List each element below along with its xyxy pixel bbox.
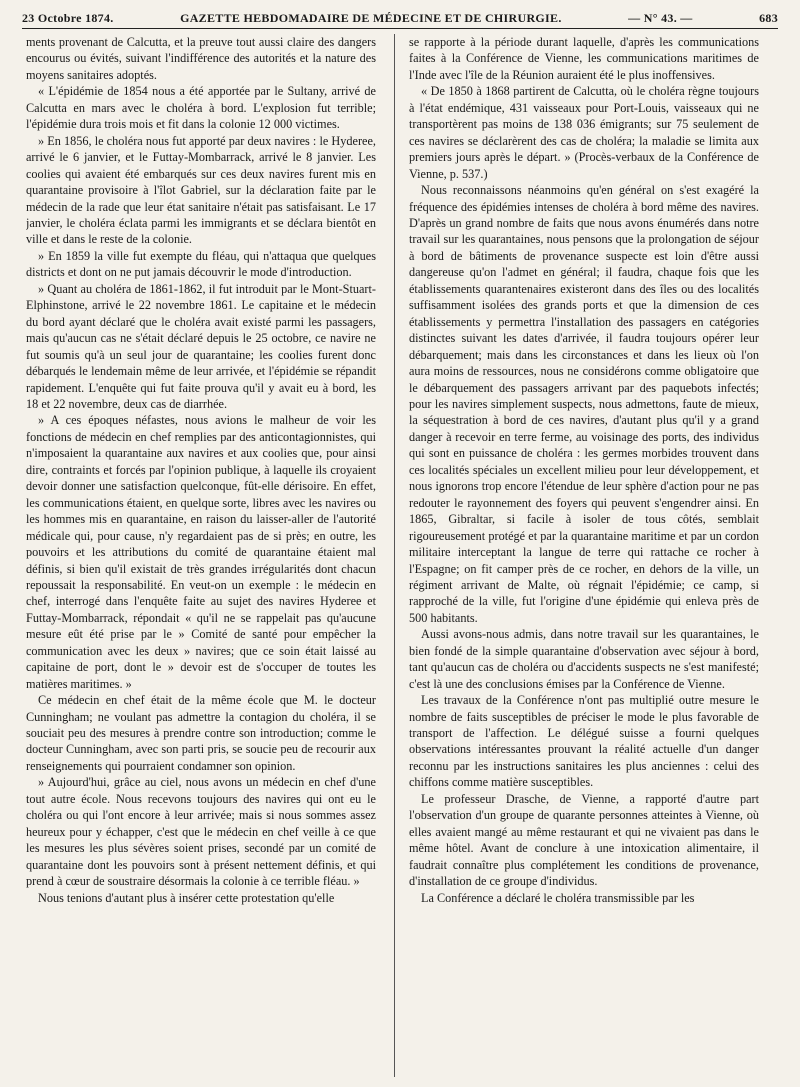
paragraph: « L'épidémie de 1854 nous a été apportée par le Sultany, arrivé de Calcutta en mars avec le choléra à bord. L'explosion fut terrible; l'épidémie dura trois mois et fit dans la colonie 12 000 victimes.: [26, 84, 376, 132]
page-header: [22, 4, 778, 26]
paragraph: La Conférence a déclaré le choléra transmissible par les: [421, 890, 695, 905]
paragraph: » Quant au choléra de 1861-1862, il fut introduit par le Mont-Stuart-Elphinstone, arrivé le 22 novembre 1861. Le capitaine et le médecin du bord ayant déclaré que le choléra avait existé parmi les passagers, mais qu'aucun cas ne s'était déclaré depuis le 25 octobre, ce navire ne fut soumis qu'à un seul jour de quarantaine; les coolies furent donc débarqués le lendemain même de leur arrivée, et l'épidémie se répandit rapidement. L'enquête qui fut faite prouva qu'il y avait eu à bord, les 18 et 22 novembre, deux cas de diarrhée.: [26, 281, 376, 411]
paragraph: » En 1856, le choléra nous fut apporté par deux navires : le Hyderee, arrivé le 6 janvier, et le Futtay-Mombarrack, arrivé le 8 janvier. Les coolies qui avaient été embarqués sur ces deux navires furent mis en quarantaine provisoire à l'îlot Gabriel, sur la déclaration faite par le médecin de la rade que leur état sanitaire n'était pas satisfaisant. Le 17 janvier, le choléra éclata parmi les immigrants et se déclara bientôt en ville et dans le reste de la colonie.: [26, 133, 376, 247]
journal-title: GAZETTE HEBDOMADAIRE DE MÉDECINE ET DE CHIRURGIE.: [180, 11, 562, 25]
issue-date: 23 Octobre 1874.: [22, 11, 114, 25]
paragraph: se rapporte à la période durant laquelle, d'après les communications faites à la Conférence de Vienne, les communications maritimes de l'Inde avec l'île de la Réunion auraient été le plus inoffensives.: [409, 35, 759, 82]
paragraph: « De 1850 à 1868 partirent de Calcutta, où le choléra règne toujours à l'état endémique, 431 vaisseaux pour Port-Louis, vaisseaux qui ne transportèrent pas moins de 138 036 émigrants; sur 75 seulement de ces navires se déclarèrent des cas de choléra; la maladie se limita aux premiers jours après le départ. » (Procès-verbaux de la Conférence de Vienne, p. 537.): [409, 84, 759, 181]
page-number: 683: [759, 11, 778, 25]
paragraph: Nous reconnaissons néanmoins qu'en général on s'est exagéré la fréquence des épidémies intenses de choléra à bord même des navires. D'après un grand nombre de faits que nous avons énumérés dans notre travail sur les quarantaines, nous pensons que la prolongation de séjour à bord de bâtiments de provenance suspecte est loin d'être aussi dangereuse qu'on l'admet en général; il faudra, chaque fois que les établissements quarantenaires existeront dans des îles ou des localités suffisamment isolées des grands ports et que la dimension de ces établissements y permettra l'installation des passagers en catégories distinctes suivant les dates d'arrivée, il faudra toujours opérer leur débarquement; mais dans les circonstances et dans les lieux où l'on aura moins de ressources, nous ne considérons comme obligatoire que le débarquement des passagers arrivant par des paquebots infectés; pour les navires simplement suspects, nous admettons, faute de mieux, la séquestration à bord de ces navires, d'autant plus qu'il y a grand danger à recevoir en terre ferme, au voisinage des ports, des individus qui sont en puissance de choléra : les germes morbides trouvent dans ces localités spéciales un excellent milieu pour leur développement, et nous ignorons trop encore l'étendue de leur sphère d'action pour ne pas redouter le rayonnement des foyers qui peuvent s'engendrer ainsi. En 1865, Gibraltar, si facile à isoler de tous côtés, semblait rigoureusement protégé et par la quarantaine maritime et par un cordon militaire interceptant la langue de terre qui rattache ce rocher à l'Espagne; on fit camper près de ce rocher, en dehors de la ville, un régiment arrivant de Malte, où régnait l'épidémie; ce camp, si rapproché de la ville, fut l'origine d'une épidémie qui enleva près de 500 habitants.: [409, 183, 759, 625]
paragraph: » Aujourd'hui, grâce au ciel, nous avons un médecin en chef d'une tout autre école. Nous recevons toujours des navires qui ont eu le choléra ou qui l'ont encore à leur arrivée; mais si nous sommes assez heureux pour y échapper, c'est que le médecin en chef veille à ce que les mesures les plus sévères soient prises, secondé par un comité de quarantaine dont les pouvoirs sont à présent nettement définis, et qui prend à cœur de soustraire désormais la colonie à ce terrible fléau. »: [26, 775, 376, 889]
right-column: [409, 34, 759, 1077]
paragraph: Les travaux de la Conférence n'ont pas multiplié outre mesure le nombre de faits susceptibles de préciser le mode le plus favorable de transport de l'affection. Le délégué suisse a fourni quelques observations intéressantes prouvant la réalité actuelle d'un danger reconnu par les instructions sanitaires les plus anciennes : celui des chiffons comme matière susceptibles.: [409, 693, 759, 790]
header-rule: [22, 28, 778, 29]
paragraph: » A ces époques néfastes, nous avions le malheur de voir les fonctions de médecin en chef remplies par des anticontagionnistes, qui n'imposaient la quarantaine aux navires et aux coolies que, pour ainsi dire, contraints et forcés par l'opinion publique, à laquelle ils croyaient devoir donner une satisfaction quelconque, fût-elle dérisoire. En effet, les communications étaient, en quelque sorte, libres avec les navires ou les hommes mis en quarantaine, en raison du laisser-aller de l'autorité médicale qui, pour cause, n'y regardaient pas de si près; en outre, les pouvoirs et les attributions du comité de quarantaine étaient mal définis, si bien qu'il existait de très grandes irrégularités dont chacun repoussait la responsabilité. En veut-on un exemple : le médecin en chef, interrogé dans l'enquête faite au sujet des navires Hyderee et Futtay-Mombarrack, répondait « qu'il ne se rappelait pas qu'aucune mesure eût été prise par le » Comité de santé pour empêcher la communication avec les deux » navires; que ce soin était laissé au capitaine de port, dont le » devoir est de s'occuper de toutes les matières maritimes. »: [26, 413, 376, 691]
left-column: [26, 34, 376, 1077]
column-divider: [394, 34, 395, 1077]
paragraph: Le professeur Drasche, de Vienne, a rapporté d'autre part l'observation d'un groupe de quarante personnes atteintes à Vienne, où elles avaient mangé au même restaurant et qui ne vivaient pas dans le même hôtel. Avant de conclure à une intoxication alimentaire, il faudrait connaître plus complétement les conditions de provenance, d'installation de ce groupe d'individus.: [409, 791, 759, 889]
issue-number: — N° 43. —: [628, 11, 693, 25]
paragraph: Aussi avons-nous admis, dans notre travail sur les quarantaines, le bien fondé de la simple quarantaine d'observation avec séjour à bord, tant qu'aucun cas de choléra ou d'accidents suspects ne s'est manifesté; c'est là une des conclusions émises par la Conférence de Vienne.: [409, 627, 759, 691]
paragraph: Nous tenions d'autant plus à insérer cette protestation qu'elle: [38, 890, 335, 905]
paragraph: » En 1859 la ville fut exempte du fléau, qui n'attaqua que quelques districts et dont on ne put jamais découvrir le mode d'introduction.: [26, 248, 376, 280]
paragraph: ments provenant de Calcutta, et la preuve tout aussi claire des dangers encourus ou évités, suivant l'indifférence des autorités et la nature des moyens sanitaires adoptés.: [26, 35, 376, 82]
paragraph: Ce médecin en chef était de la même école que M. le docteur Cunningham; ne voulant pas admettre la contagion du choléra, il se souciait peu des mesures à prendre contre son introduction; comme le docteur Cunningham, avec son parti pris, se soucie peu de recourir aux renseignements qui pourraient condamner son opinion.: [26, 693, 376, 773]
